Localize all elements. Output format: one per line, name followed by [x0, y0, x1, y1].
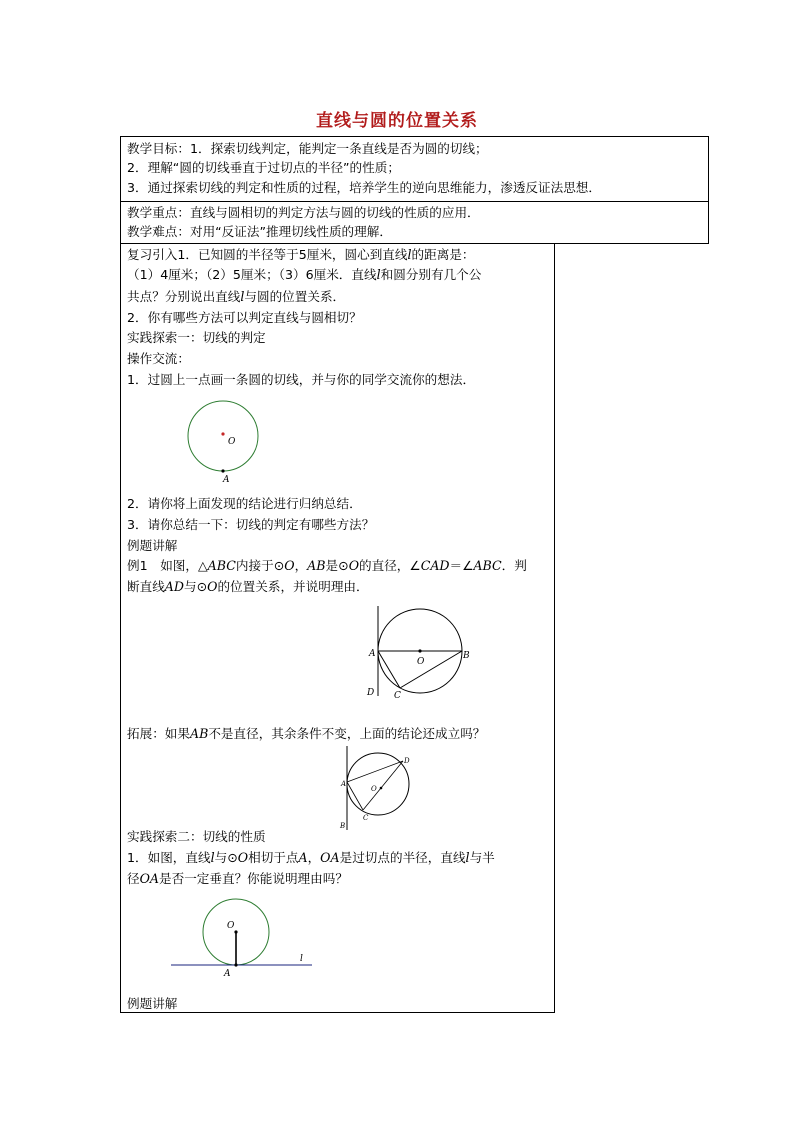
- label-b: B: [463, 651, 470, 661]
- section-heading-2: 实践探索二：切线的性质: [127, 829, 266, 844]
- figure-extension: [337, 746, 427, 831]
- activity-3: 3．请你总结一下：切线的判定有哪些方法？: [127, 517, 375, 532]
- var: A: [298, 850, 308, 865]
- figure-example-1: [367, 606, 477, 701]
- text: ，: [307, 850, 321, 865]
- figure-circle-point: [185, 394, 265, 484]
- label-b: B: [340, 822, 346, 830]
- text: 1．如图，直线: [127, 850, 211, 865]
- text: 内接于⊙: [235, 558, 285, 573]
- label-l: l: [300, 954, 303, 964]
- var: l: [210, 850, 215, 865]
- var: OA: [320, 850, 340, 865]
- center-dot: [221, 432, 224, 435]
- label-c: C: [363, 814, 369, 822]
- review-line-2: [127, 266, 481, 284]
- text: （1）4厘米；（2）5厘米；（3）6厘米．直线: [127, 267, 377, 282]
- center-dot: [418, 649, 421, 652]
- objective-line-1: 教学目标：1．探索切线判定，能判定一条直线是否为圆的切线；: [127, 141, 488, 156]
- key-point-line: 教学重点：直线与圆相切的判定方法与圆的切线的性质的应用．: [127, 205, 480, 220]
- objective-line-2: 2．理解“圆的切线垂直于过切点的半径”的性质；: [127, 160, 400, 175]
- review-line-3: [127, 288, 345, 306]
- text: 的距离是：: [411, 247, 475, 262]
- label-d: D: [404, 757, 410, 765]
- text: 断直线: [127, 579, 165, 594]
- objectives-box: [120, 136, 709, 202]
- text: 的位置关系，并说明理由．: [217, 579, 369, 594]
- key-points-box: [120, 201, 709, 244]
- var: ABC: [207, 558, 236, 573]
- text: 与⊙: [214, 850, 238, 865]
- label-d: D: [367, 688, 375, 698]
- text: 例1 如图，△: [127, 558, 208, 573]
- label-o: O: [371, 785, 377, 793]
- page-title: 直线与圆的位置关系: [316, 111, 478, 131]
- activity-1: 1．过圆上一点画一条圆的切线，并与你的同学交流你的想法．: [127, 372, 476, 387]
- content-box: [120, 243, 555, 1013]
- circle: [188, 401, 258, 471]
- point-a-dot: [221, 469, 224, 472]
- center-dot: [234, 930, 237, 933]
- example-heading-1: 例题讲解: [127, 538, 178, 553]
- text: 与⊙: [183, 579, 208, 594]
- example-heading-2: 例题讲解: [127, 996, 178, 1011]
- objective-line-3: 3．通过探索切线的判定和性质的过程，培养学生的逆向思维能力，渗透反证法思想．: [127, 180, 601, 195]
- text: ＝∠: [449, 558, 474, 573]
- var: CAD: [420, 558, 450, 573]
- label-c: C: [394, 691, 401, 701]
- text: 复习引入1．已知圆的半径等于5厘米，圆心到直线: [127, 247, 408, 262]
- label-a: A: [341, 780, 347, 788]
- var: l: [465, 850, 470, 865]
- label-a: A: [224, 969, 231, 979]
- text: 不是直径，其余条件不变，上面的结论还成立吗？: [208, 726, 486, 741]
- text: 相切于点: [248, 850, 299, 865]
- text: 是否一定垂直？你能说明理由吗？: [159, 871, 348, 886]
- segment-bc: [400, 651, 462, 688]
- text: ，: [294, 558, 308, 573]
- text: 是⊙: [325, 558, 349, 573]
- var: O: [348, 558, 360, 573]
- example-1-line-1: [127, 557, 527, 575]
- property-line-2: [127, 870, 348, 888]
- text: 共点？分别说出直线: [127, 289, 241, 304]
- center-dot: [380, 787, 383, 790]
- var-l: l: [407, 247, 412, 262]
- label-o: O: [228, 437, 236, 447]
- var: O: [284, 558, 295, 573]
- var: AB: [189, 726, 209, 741]
- var: O: [237, 850, 249, 865]
- var-l: l: [376, 267, 381, 282]
- var: OA: [139, 871, 160, 886]
- activity-label: 操作交流：: [127, 351, 190, 366]
- text: 拓展：如果: [127, 726, 190, 741]
- example-1-line-2: [127, 578, 369, 596]
- activity-2: 2．请你将上面发现的结论进行归纳总结．: [127, 496, 362, 511]
- var: ABC: [473, 558, 502, 573]
- var: AD: [164, 579, 184, 594]
- text: 是过切点的半径，直线: [339, 850, 466, 865]
- text: 与圆的位置关系．: [244, 289, 346, 304]
- review-line-1: [127, 246, 475, 264]
- var-l: l: [240, 289, 245, 304]
- segment-ac: [378, 651, 400, 688]
- var: O: [207, 579, 218, 594]
- text: 与半: [469, 850, 495, 865]
- label-o: O: [227, 921, 235, 931]
- extension-question: [127, 725, 485, 743]
- section-heading-1: 实践探索一：切线的判定: [127, 330, 266, 345]
- text: 径: [127, 871, 140, 886]
- figure-tangent-property: [169, 897, 319, 982]
- text: 的直径，∠: [359, 558, 421, 573]
- point-a-dot: [234, 963, 237, 966]
- label-a: A: [223, 475, 230, 485]
- label-a: A: [369, 649, 376, 659]
- difficulty-line: 教学难点：对用“反证法”推理切线性质的理解．: [127, 224, 392, 239]
- text: ．判: [501, 558, 527, 573]
- text: 和圆分别有几个公: [380, 267, 482, 282]
- var: AB: [307, 558, 326, 573]
- question-2: 2．你有哪些方法可以判定直线与圆相切？: [127, 310, 362, 325]
- label-o: O: [417, 657, 425, 667]
- property-line-1: [127, 849, 495, 867]
